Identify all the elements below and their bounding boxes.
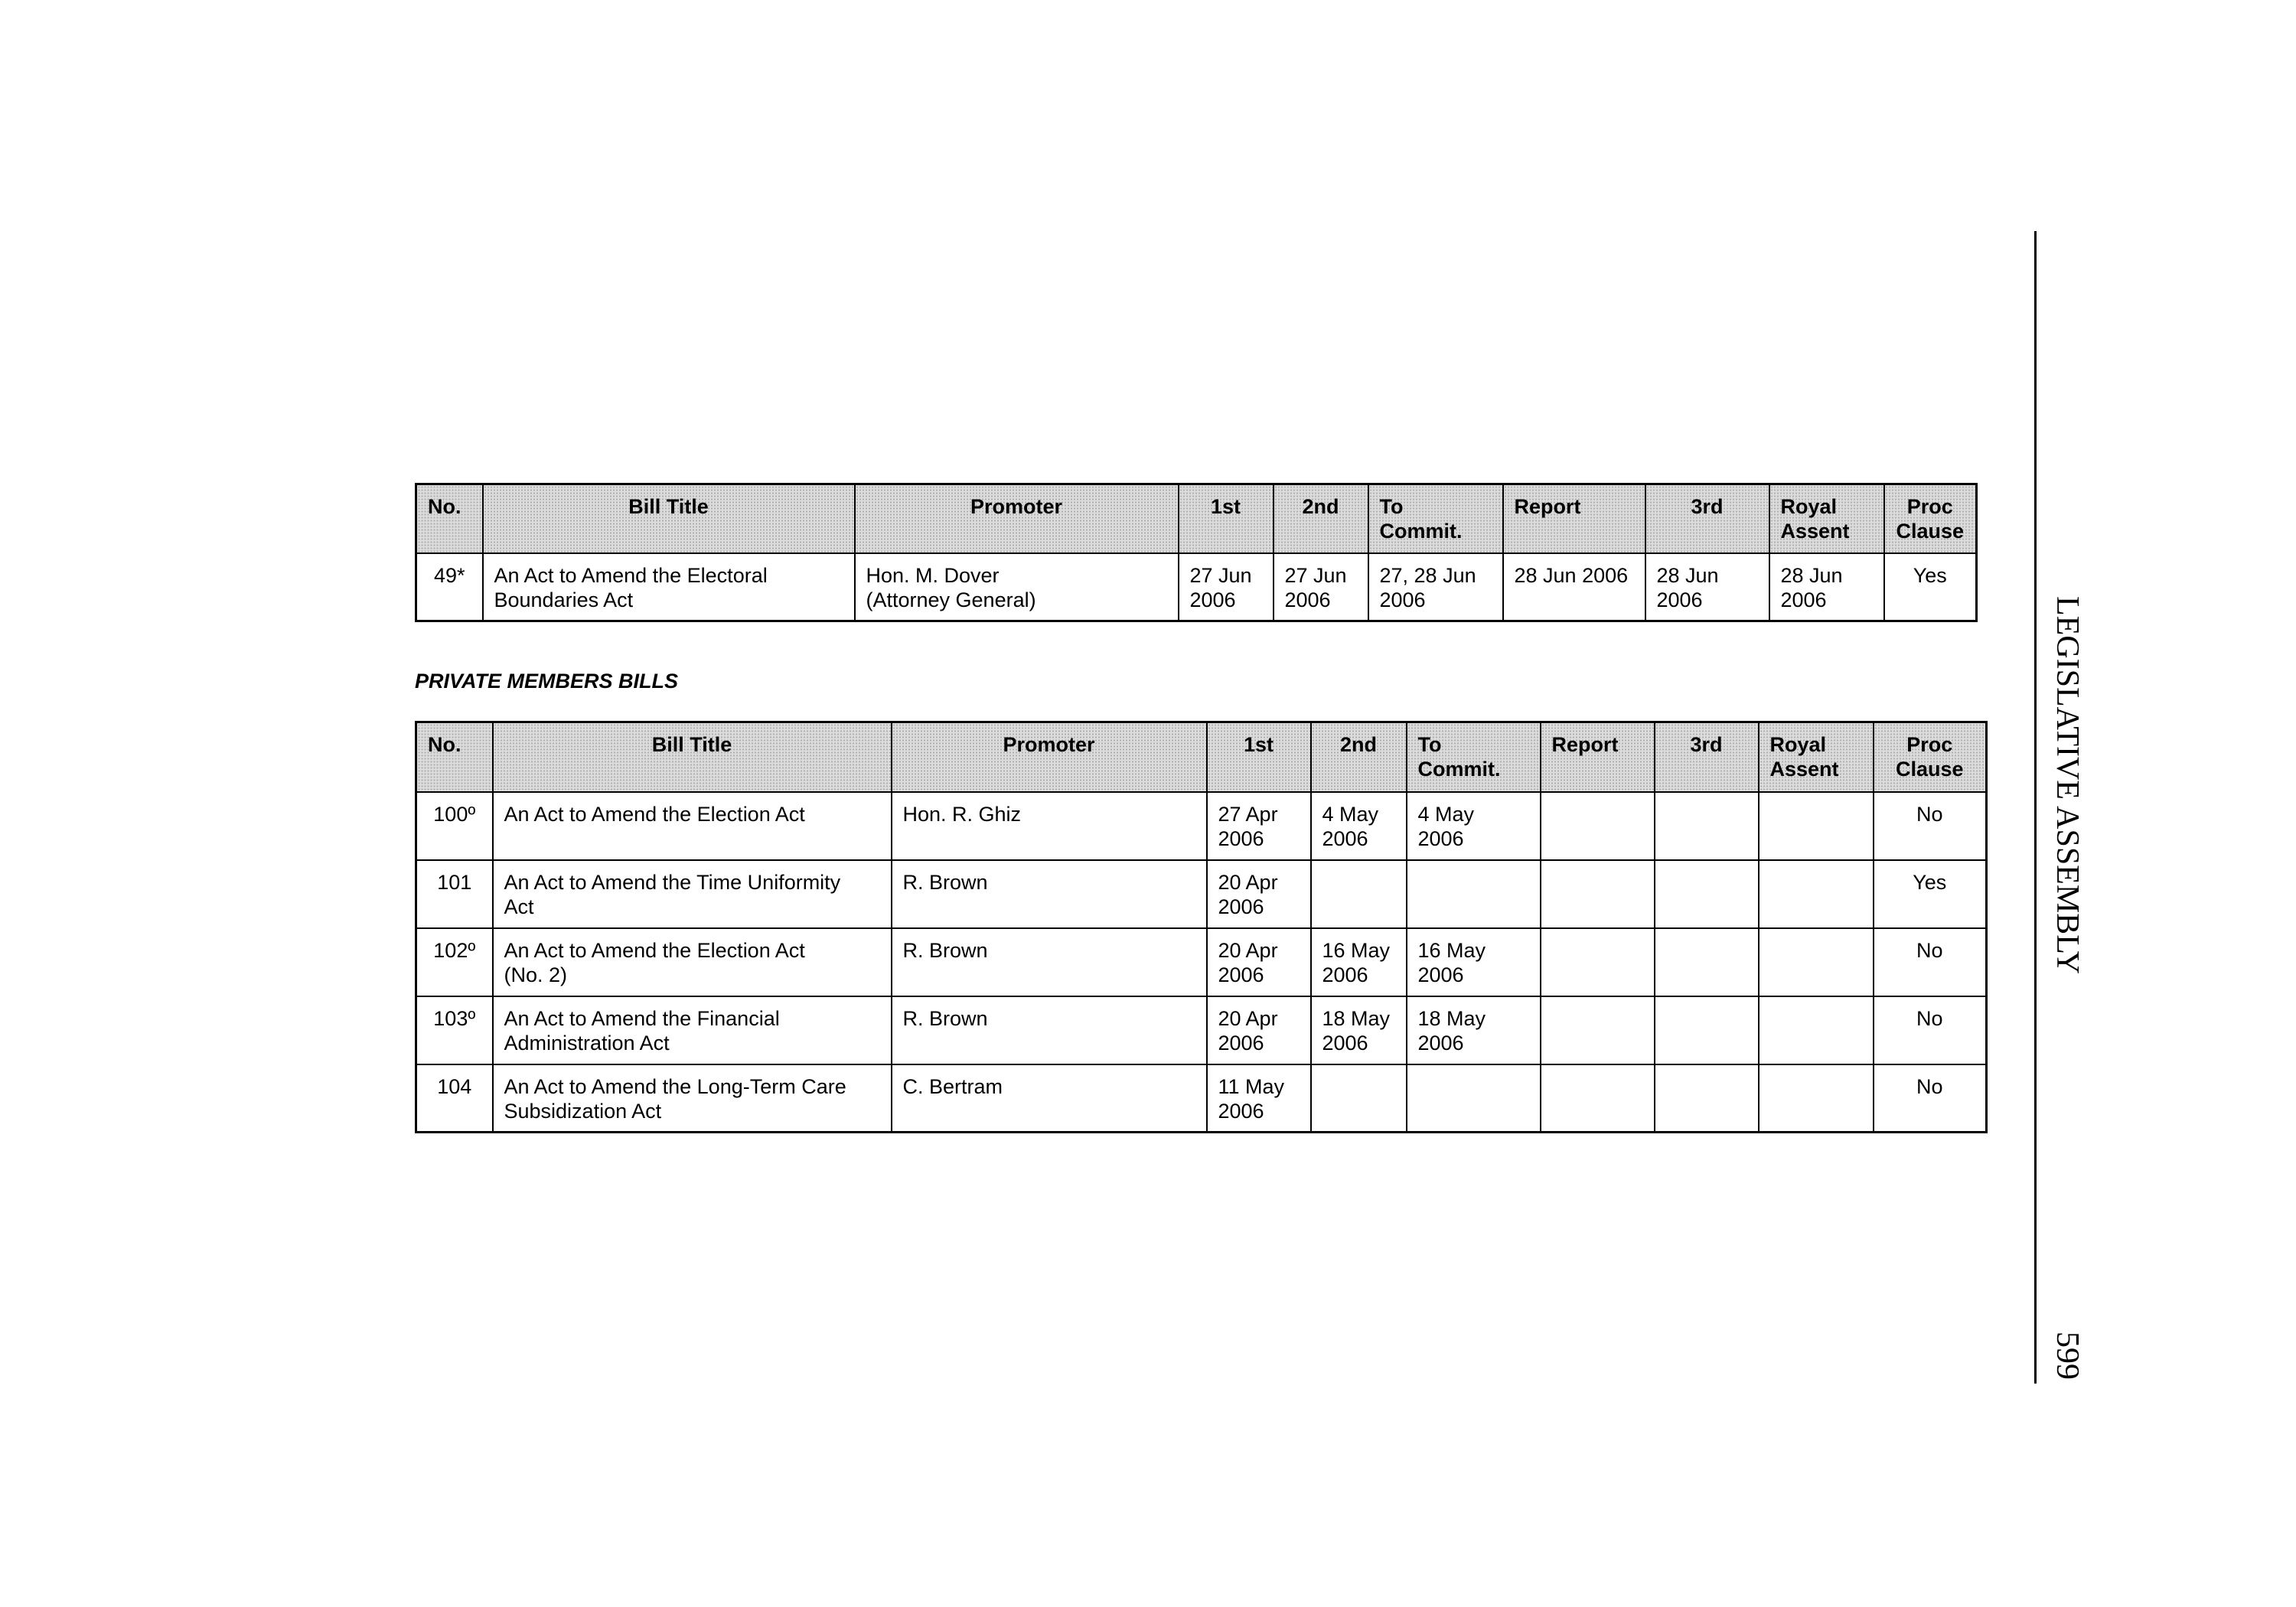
first-reading-cell: 20 Apr 2006 (1207, 928, 1311, 996)
bill-number-cell: 100º (416, 792, 493, 860)
table-row (416, 1064, 1987, 1133)
proc-clause-cell: No (1874, 928, 1987, 996)
bill-number-cell: 101 (416, 860, 493, 928)
third-reading-cell (1655, 1064, 1759, 1133)
header-number: No. (416, 484, 483, 553)
header-promoter: Promoter (892, 722, 1207, 792)
royal-assent-cell: 28 Jun 2006 (1769, 553, 1884, 621)
to-committee-cell: 18 May 2006 (1407, 996, 1541, 1064)
royal-assent-cell (1759, 928, 1874, 996)
to-committee-cell (1407, 860, 1541, 928)
header-report: Report (1541, 722, 1655, 792)
proc-clause-cell: No (1874, 996, 1987, 1064)
to-committee-cell: 4 May 2006 (1407, 792, 1541, 860)
section-heading: PRIVATE MEMBERS BILLS (415, 670, 679, 693)
second-reading-cell (1311, 1064, 1407, 1133)
header-first-reading: 1st (1179, 484, 1274, 553)
header-bill-title: Bill Title (483, 484, 855, 553)
promoter-cell: C. Bertram (892, 1064, 1207, 1133)
first-reading-cell: 20 Apr 2006 (1207, 860, 1311, 928)
government-bills-table (415, 483, 1978, 622)
promoter-cell: Hon. R. Ghiz (892, 792, 1207, 860)
proc-clause-cell: Yes (1874, 860, 1987, 928)
third-reading-cell (1655, 996, 1759, 1064)
report-cell (1541, 792, 1655, 860)
header-second-reading: 2nd (1311, 722, 1407, 792)
bill-title-cell: An Act to Amend the Election Act (493, 792, 892, 860)
table-row (416, 996, 1987, 1064)
bill-number-cell: 49* (416, 553, 483, 621)
report-cell: 28 Jun 2006 (1503, 553, 1645, 621)
first-reading-cell: 27 Apr 2006 (1207, 792, 1311, 860)
table-header-row (416, 722, 1987, 792)
header-royal-assent: Royal Assent (1759, 722, 1874, 792)
bill-number-cell: 104 (416, 1064, 493, 1133)
header-second-reading: 2nd (1274, 484, 1368, 553)
header-promoter: Promoter (855, 484, 1179, 553)
proc-clause-cell: No (1874, 792, 1987, 860)
royal-assent-cell (1759, 1064, 1874, 1133)
table-row (416, 553, 1977, 621)
first-reading-cell: 27 Jun 2006 (1179, 553, 1274, 621)
report-cell (1541, 1064, 1655, 1133)
table-header-row (416, 484, 1977, 553)
proc-clause-cell: Yes (1884, 553, 1977, 621)
table-row (416, 928, 1987, 996)
bill-title-cell: An Act to Amend the Election Act (No. 2) (493, 928, 892, 996)
second-reading-cell: 27 Jun 2006 (1274, 553, 1368, 621)
report-cell (1541, 860, 1655, 928)
report-cell (1541, 996, 1655, 1064)
bill-title-cell: An Act to Amend the Electoral Boundaries Act (483, 553, 855, 621)
royal-assent-cell (1759, 996, 1874, 1064)
header-proc-clause: Proc Clause (1884, 484, 1977, 553)
bill-title-cell: An Act to Amend the Financial Administration Act (493, 996, 892, 1064)
third-reading-cell (1655, 860, 1759, 928)
header-first-reading: 1st (1207, 722, 1311, 792)
header-bill-title: Bill Title (493, 722, 892, 792)
third-reading-cell (1655, 792, 1759, 860)
report-cell (1541, 928, 1655, 996)
table-row (416, 860, 1987, 928)
to-committee-cell (1407, 1064, 1541, 1133)
header-to-committee: To Commit. (1368, 484, 1503, 553)
header-third-reading: 3rd (1645, 484, 1769, 553)
second-reading-cell: 16 May 2006 (1311, 928, 1407, 996)
promoter-cell: R. Brown (892, 860, 1207, 928)
header-royal-assent: Royal Assent (1769, 484, 1884, 553)
first-reading-cell: 11 May 2006 (1207, 1064, 1311, 1133)
bill-title-cell: An Act to Amend the Long-Term Care Subsidization Act (493, 1064, 892, 1133)
page-number: 599 (2050, 1332, 2085, 1380)
bill-number-cell: 102º (416, 928, 493, 996)
second-reading-cell: 18 May 2006 (1311, 996, 1407, 1064)
to-committee-cell: 16 May 2006 (1407, 928, 1541, 996)
royal-assent-cell (1759, 860, 1874, 928)
promoter-cell: Hon. M. Dover (Attorney General) (855, 553, 1179, 621)
proc-clause-cell: No (1874, 1064, 1987, 1133)
second-reading-cell (1311, 860, 1407, 928)
bill-title-cell: An Act to Amend the Time Uniformity Act (493, 860, 892, 928)
header-report: Report (1503, 484, 1645, 553)
running-head-title: LEGISLATIVE ASSEMBLY (2050, 596, 2085, 974)
table-row (416, 792, 1987, 860)
first-reading-cell: 20 Apr 2006 (1207, 996, 1311, 1064)
royal-assent-cell (1759, 792, 1874, 860)
header-proc-clause: Proc Clause (1874, 722, 1987, 792)
header-number: No. (416, 722, 493, 792)
third-reading-cell (1655, 928, 1759, 996)
promoter-cell: R. Brown (892, 996, 1207, 1064)
to-committee-cell: 27, 28 Jun 2006 (1368, 553, 1503, 621)
running-head-rule (2034, 231, 2037, 1384)
promoter-cell: R. Brown (892, 928, 1207, 996)
second-reading-cell: 4 May 2006 (1311, 792, 1407, 860)
header-third-reading: 3rd (1655, 722, 1759, 792)
third-reading-cell: 28 Jun 2006 (1645, 553, 1769, 621)
private-members-bills-table (415, 721, 1988, 1133)
bill-number-cell: 103º (416, 996, 493, 1064)
header-to-committee: To Commit. (1407, 722, 1541, 792)
